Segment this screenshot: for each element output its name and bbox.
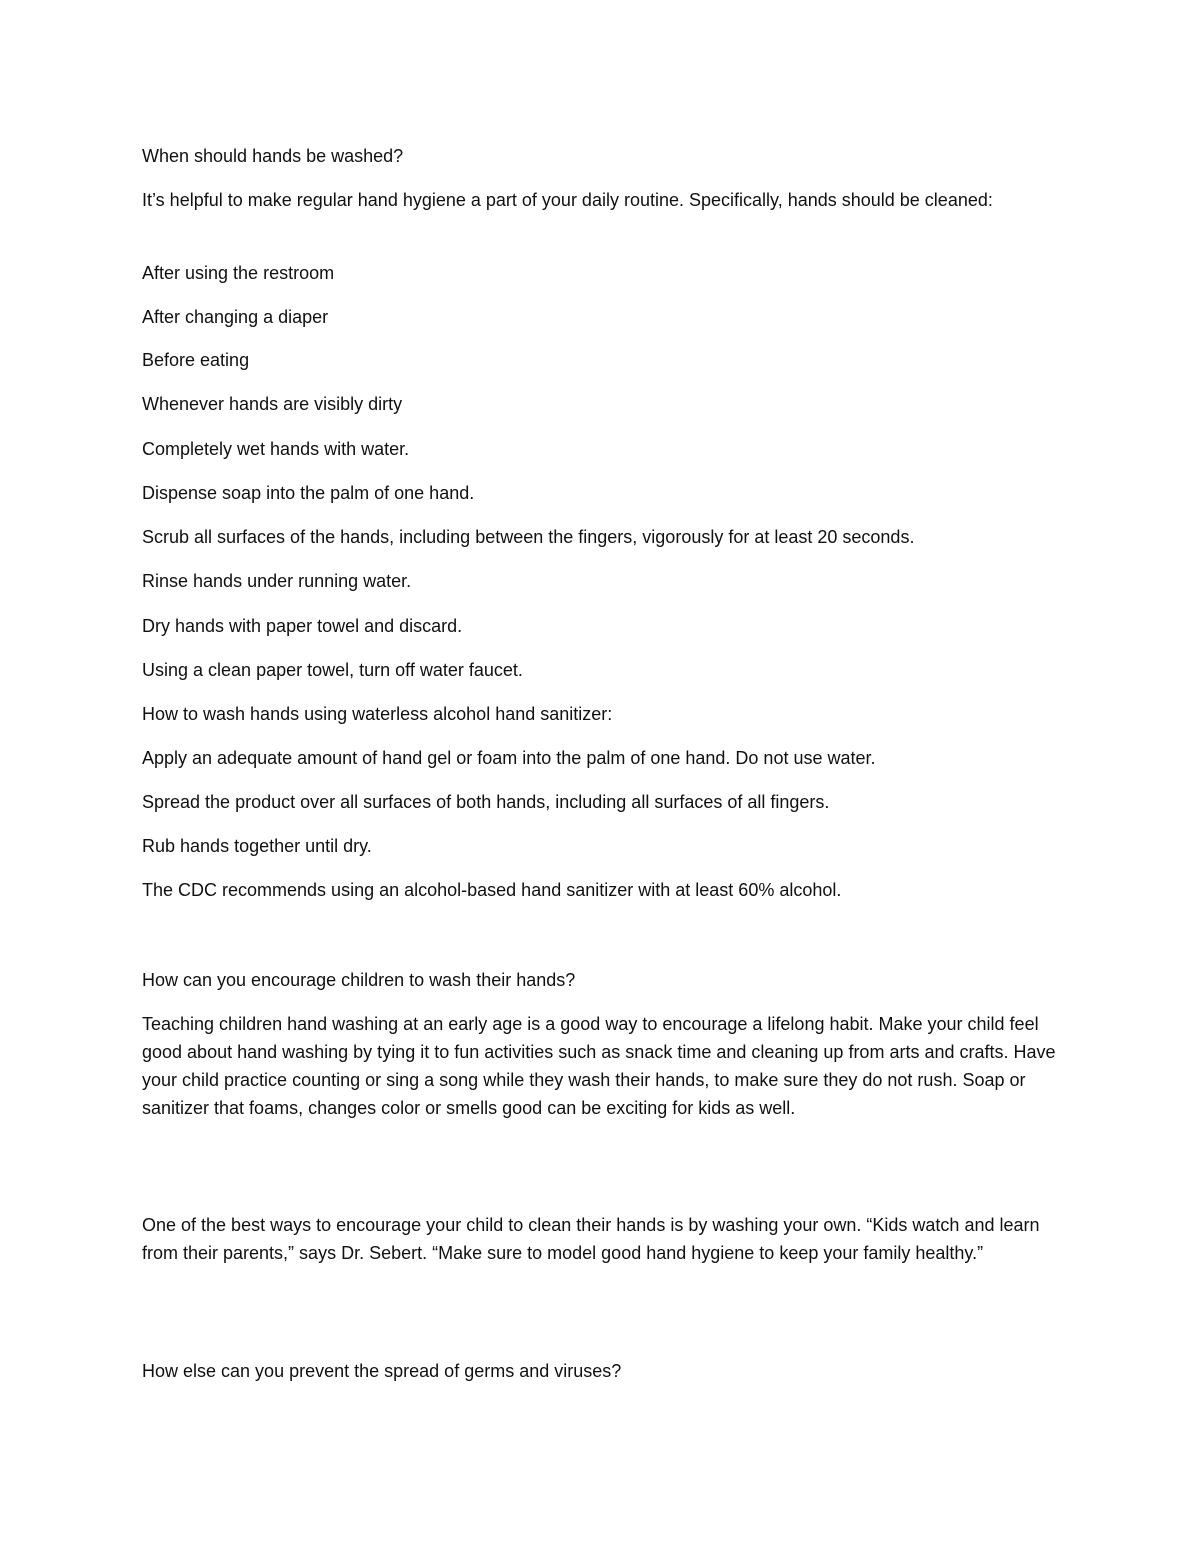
sanitizer-step-spread: Spread the product over all surfaces of both hands, including all surfaces of all fingers. (142, 792, 830, 812)
list-item-eating: Before eating (142, 350, 250, 370)
step-rinse: Rinse hands under running water. (142, 571, 412, 591)
section-heading-when-to-wash: When should hands be washed? (142, 146, 404, 166)
model-behavior-paragraph: One of the best ways to encourage your child to clean their hands is by washing your own. “Kids watch and learn from their parents,” says Dr. Sebert. “Make sure to model good hand hygiene to keep your family healthy.” (142, 1215, 1040, 1263)
step-scrub: Scrub all surfaces of the hands, including between the fingers, vigorously for at least 20 seconds. (142, 527, 915, 547)
section-heading-children: How can you encourage children to wash their hands? (142, 970, 576, 990)
step-turn-off-faucet: Using a clean paper towel, turn off water faucet. (142, 660, 523, 680)
section-heading-sanitizer: How to wash hands using waterless alcohol hand sanitizer: (142, 704, 613, 724)
list-item-restroom: After using the restroom (142, 263, 335, 283)
section-heading-prevent-spread: How else can you prevent the spread of germs and viruses? (142, 1361, 622, 1381)
step-dry: Dry hands with paper towel and discard. (142, 616, 463, 636)
sanitizer-step-apply: Apply an adequate amount of hand gel or foam into the palm of one hand. Do not use water. (142, 748, 876, 768)
cdc-recommendation: The CDC recommends using an alcohol-based hand sanitizer with at least 60% alcohol. (142, 880, 842, 900)
list-item-visibly-dirty: Whenever hands are visibly dirty (142, 394, 403, 414)
step-wet-hands: Completely wet hands with water. (142, 439, 410, 459)
step-dispense-soap: Dispense soap into the palm of one hand. (142, 483, 475, 503)
children-paragraph: Teaching children hand washing at an early age is a good way to encourage a lifelong habit. Make your child feel good about hand washing by tying it to fun activities such as snack time and cleaning up from arts and crafts. Have your child practice counting or sing a song while they wash their hands, to make sure they do not rush. Soap or sanitizer that foams, changes color or smells good can be exciting for kids as well. (142, 1014, 1056, 1118)
intro-paragraph: It’s helpful to make regular hand hygiene a part of your daily routine. Specifically, hands should be cleaned: (142, 190, 993, 210)
list-item-diaper: After changing a diaper (142, 307, 329, 327)
sanitizer-step-rub: Rub hands together until dry. (142, 836, 372, 856)
